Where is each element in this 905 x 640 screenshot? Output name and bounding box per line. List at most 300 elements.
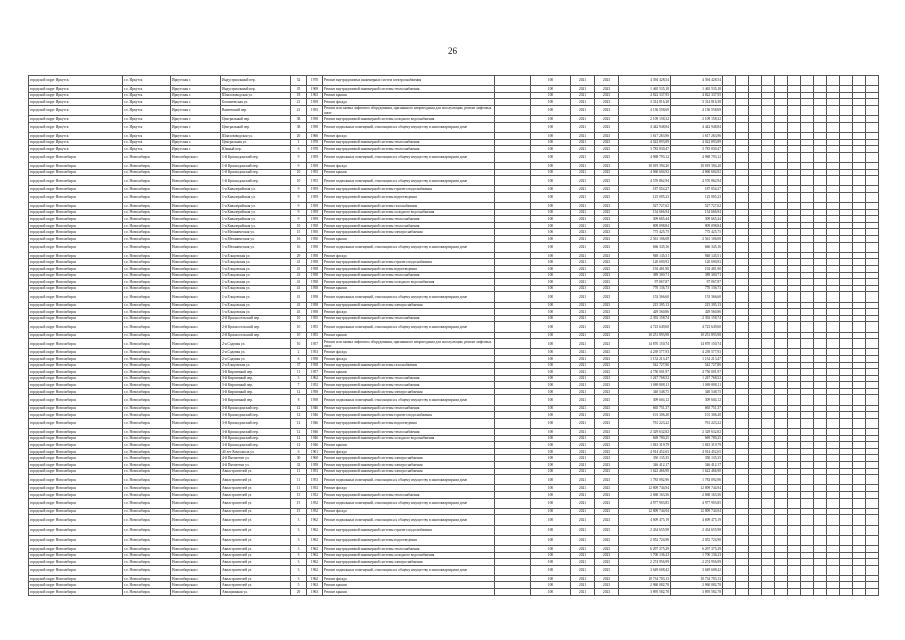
table-cell-c10: 2021 <box>571 169 595 176</box>
table-cell-c5: 29 <box>291 252 307 259</box>
table-cell-empty <box>723 375 736 382</box>
table-cell-c5: 3 <box>291 552 307 559</box>
table-cell-empty <box>853 545 866 552</box>
table-cell-c10: 2021 <box>571 222 595 229</box>
table-cell-empty <box>788 315 801 322</box>
table-cell-empty <box>814 169 827 176</box>
table-cell-c3: Новосибирская г. <box>171 582 221 589</box>
table-cell-empty <box>723 139 736 146</box>
table-cell-c2: г.о. Новосибирск <box>123 498 171 508</box>
table-cell-c1: городской округ Новосибирск <box>29 272 123 279</box>
table-cell-empty <box>723 222 736 229</box>
table-cell-c1: городской округ Новосибирск <box>29 309 123 316</box>
table-cell-empty <box>762 302 775 309</box>
table-cell-c13: 2 561 106,08 <box>671 236 723 243</box>
table-row <box>29 582 879 589</box>
table-cell-empty <box>801 186 814 193</box>
table-row <box>29 146 879 153</box>
table-cell-empty <box>853 575 866 582</box>
table-cell-c9: 100 <box>531 508 571 515</box>
table-cell-c11: 2023 <box>595 515 619 525</box>
table-cell-c2: г.о. Новосибирск <box>123 169 171 176</box>
table-cell-empty <box>801 468 814 475</box>
table-cell-c12: 4 239 577,93 <box>619 349 671 356</box>
table-cell-c3: Иркутская г. <box>171 116 221 123</box>
table-cell-empty <box>762 186 775 193</box>
table-cell-c5: 21 <box>291 99 307 106</box>
table-cell-c7: Ремонт внутридомовой инженерной системы электроснабжения <box>323 559 495 566</box>
table-cell-c8 <box>495 565 531 575</box>
table-cell-c9: 100 <box>531 76 571 86</box>
table-cell-empty <box>788 176 801 186</box>
table-cell-empty <box>866 322 879 332</box>
table-cell-c5: 12 <box>291 388 307 395</box>
table-cell-c9: 100 <box>531 468 571 475</box>
table-row <box>29 169 879 176</box>
table-cell-c13: 4 968 793,12 <box>671 152 723 162</box>
table-cell-c13: 948 145,51 <box>671 252 723 259</box>
table-cell-empty <box>801 236 814 243</box>
table-cell-empty <box>762 236 775 243</box>
table-cell-empty <box>788 455 801 462</box>
table-row <box>29 132 879 139</box>
table-cell-c13: 775 425,75 <box>671 229 723 236</box>
table-cell-c3: Новосибирская г. <box>171 515 221 525</box>
table-cell-empty <box>775 565 788 575</box>
table-cell-empty <box>827 565 840 575</box>
table-cell-empty <box>736 559 749 566</box>
table-row <box>29 176 879 186</box>
table-cell-c11: 2023 <box>595 369 619 376</box>
table-cell-empty <box>801 122 814 132</box>
table-cell-c4: Авиастроителей ул. <box>221 552 291 559</box>
table-cell-c10: 2021 <box>571 92 595 99</box>
table-cell-empty <box>866 405 879 412</box>
table-cell-c7: Ремонт внутридомовой инженерной системы теплоснабжения <box>323 315 495 322</box>
table-cell-empty <box>723 266 736 273</box>
table-cell-empty <box>853 203 866 210</box>
table-cell-empty <box>827 99 840 106</box>
table-cell-empty <box>866 388 879 395</box>
table-cell-c5: 6 <box>291 355 307 362</box>
table-cell-empty <box>788 302 801 309</box>
table-cell-c13: 1 465 535,18 <box>671 86 723 93</box>
table-cell-c2: г.о. Новосибирск <box>123 545 171 552</box>
table-cell-empty <box>840 508 853 515</box>
table-cell-c12: 770 136,73 <box>619 285 671 292</box>
table-cell-empty <box>866 279 879 286</box>
table-cell-empty <box>723 209 736 216</box>
table-cell-empty <box>749 468 762 475</box>
table-cell-c6: 1959 <box>307 192 323 202</box>
table-cell-empty <box>801 405 814 412</box>
table-cell-c10: 2021 <box>571 186 595 193</box>
table-cell-c7: Ремонт подвальных помещений, относящихся к общему имуществу в многоквартирном доме <box>323 292 495 302</box>
table-cell-empty <box>723 105 736 115</box>
table-cell-empty <box>749 132 762 139</box>
table-cell-c7: Ремонт крыши <box>323 582 495 589</box>
table-cell-empty <box>723 575 736 582</box>
table-cell-c8 <box>495 236 531 243</box>
table-cell-empty <box>788 412 801 419</box>
table-cell-empty <box>736 355 749 362</box>
table-cell-empty <box>749 455 762 462</box>
table-cell-c13: 309 604,12 <box>671 395 723 405</box>
table-row <box>29 468 879 475</box>
table-cell-c9: 100 <box>531 292 571 302</box>
table-cell-c5: 3 <box>291 545 307 552</box>
table-cell-empty <box>749 442 762 449</box>
table-row <box>29 242 879 252</box>
table-cell-empty <box>827 169 840 176</box>
table-cell-empty <box>814 448 827 455</box>
table-cell-c13: 12 809 744,94 <box>671 485 723 492</box>
table-cell-c10: 2021 <box>571 565 595 575</box>
table-cell-c11: 2023 <box>595 322 619 332</box>
table-cell-c1: городской округ Новосибирск <box>29 375 123 382</box>
table-cell-empty <box>788 105 801 115</box>
table-cell-c8 <box>495 525 531 535</box>
table-cell-empty <box>749 582 762 589</box>
table-cell-empty <box>736 369 749 376</box>
table-cell-c1: городской округ Новосибирск <box>29 242 123 252</box>
table-cell-c12: 153 366,60 <box>619 292 671 302</box>
table-cell-c13: 809 098,84 <box>671 222 723 229</box>
table-cell-empty <box>736 146 749 153</box>
table-cell-empty <box>814 491 827 498</box>
table-cell-empty <box>827 382 840 389</box>
table-cell-empty <box>840 468 853 475</box>
table-cell-c10: 2021 <box>571 309 595 316</box>
table-cell-c2: г.о. Новосибирск <box>123 332 171 339</box>
table-cell-c13: 1 622 466,90 <box>671 468 723 475</box>
table-cell-empty <box>853 192 866 202</box>
table-cell-empty <box>801 152 814 162</box>
table-cell-c12: 3 783 830,47 <box>619 146 671 153</box>
table-cell-empty <box>749 259 762 266</box>
table-cell-c11: 2023 <box>595 475 619 485</box>
table-cell-c2: г.о. Иркутск <box>123 139 171 146</box>
table-cell-c9: 100 <box>531 535 571 545</box>
table-cell-c12: 4 394 428,54 <box>619 76 671 86</box>
table-cell-c13: 770 136,73 <box>671 285 723 292</box>
table-cell-empty <box>840 565 853 575</box>
table-cell-c9: 100 <box>531 169 571 176</box>
table-cell-c13: 2 052 724,98 <box>671 535 723 545</box>
table-cell-c12: 1 843 319,79 <box>619 442 671 449</box>
table-cell-empty <box>866 462 879 469</box>
table-cell-c8 <box>495 203 531 210</box>
table-cell-c6: 1959 <box>307 152 323 162</box>
table-cell-empty <box>866 485 879 492</box>
table-cell-c1: городской округ Новосибирск <box>29 435 123 442</box>
table-cell-c10: 2021 <box>571 369 595 376</box>
table-cell-empty <box>853 92 866 99</box>
table-cell-c4: 3-й Кирпичный пер. <box>221 388 291 395</box>
table-cell-empty <box>775 76 788 86</box>
table-cell-empty <box>814 498 827 508</box>
table-row <box>29 259 879 266</box>
table-cell-c4: 2-й Красносельский пер. <box>221 332 291 339</box>
table-cell-c10: 2021 <box>571 146 595 153</box>
table-cell-c12: 12 809 744,94 <box>619 485 671 492</box>
table-cell-empty <box>866 508 879 515</box>
table-cell-c4: 1-я Ельцовская ул. <box>221 279 291 286</box>
table-cell-empty <box>840 229 853 236</box>
table-cell-empty <box>853 565 866 575</box>
table-cell-c4: 1-я Кавалерийская ул. <box>221 203 291 210</box>
table-cell-c3: Иркутская г. <box>171 105 221 115</box>
table-cell-empty <box>801 349 814 356</box>
table-cell-c5: 3 <box>291 535 307 545</box>
table-cell-empty <box>775 475 788 485</box>
table-cell-empty <box>749 429 762 436</box>
table-cell-empty <box>827 186 840 193</box>
table-cell-c2: г.о. Новосибирск <box>123 559 171 566</box>
table-cell-empty <box>736 468 749 475</box>
table-cell-c7: Ремонт внутридомовой инженерной системы газоснабжения <box>323 203 495 210</box>
table-cell-c7: Ремонт фасада <box>323 309 495 316</box>
table-cell-empty <box>723 455 736 462</box>
table-cell-empty <box>853 418 866 428</box>
table-cell-c5: 30 <box>291 455 307 462</box>
table-cell-empty <box>827 222 840 229</box>
table-cell-empty <box>736 259 749 266</box>
table-cell-c5: 11 <box>291 485 307 492</box>
table-cell-c13: 666 345,16 <box>671 242 723 252</box>
table-cell-empty <box>749 86 762 93</box>
table-cell-c6: 1958 <box>307 285 323 292</box>
table-cell-c9: 100 <box>531 162 571 169</box>
table-row <box>29 429 879 436</box>
table-cell-c4: Южный пер. <box>221 146 291 153</box>
table-cell-c6: 1953 <box>307 468 323 475</box>
table-cell-empty <box>788 132 801 139</box>
table-cell-c4: 1-й Краснодонский пер. <box>221 152 291 162</box>
table-cell-c4: Авиастроителей ул. <box>221 508 291 515</box>
table-cell-empty <box>723 132 736 139</box>
table-cell-c11: 2023 <box>595 545 619 552</box>
table-cell-empty <box>762 508 775 515</box>
table-cell-c2: г.о. Новосибирск <box>123 216 171 223</box>
table-cell-c9: 100 <box>531 302 571 309</box>
table-cell-c1: городской округ Иркутск <box>29 122 123 132</box>
table-cell-empty <box>788 375 801 382</box>
table-cell-c4: 1-я Кавалерийская ул. <box>221 209 291 216</box>
table-cell-empty <box>866 186 879 193</box>
table-cell-c12: 1 152 213,47 <box>619 355 671 362</box>
table-cell-c6: 1952 <box>307 508 323 515</box>
table-cell-empty <box>762 322 775 332</box>
table-cell-c10: 2021 <box>571 176 595 186</box>
table-cell-c3: Новосибирская г. <box>171 448 221 455</box>
table-cell-empty <box>853 322 866 332</box>
table-cell-c10: 2021 <box>571 242 595 252</box>
table-cell-empty <box>840 589 853 596</box>
table-cell-c10: 2021 <box>571 498 595 508</box>
table-cell-c8 <box>495 395 531 405</box>
table-cell-empty <box>866 242 879 252</box>
table-cell-c1: городской округ Новосибирск <box>29 322 123 332</box>
table-cell-c5: 3 <box>291 525 307 535</box>
table-cell-empty <box>749 382 762 389</box>
table-cell-c9: 100 <box>531 355 571 362</box>
table-cell-c4: 2-й Красносельский пер. <box>221 315 291 322</box>
table-cell-c7: Ремонт фасада <box>323 575 495 582</box>
table-cell-empty <box>788 272 801 279</box>
table-cell-c8 <box>495 559 531 566</box>
table-cell-c13: 4 394 428,54 <box>671 76 723 86</box>
table-cell-empty <box>827 355 840 362</box>
table-cell-c11: 2023 <box>595 242 619 252</box>
table-cell-c7: Ремонт внутридомовой инженерной системы теплоснабжения <box>323 272 495 279</box>
table-cell-empty <box>788 339 801 349</box>
table-cell-empty <box>866 332 879 339</box>
table-cell-empty <box>866 169 879 176</box>
table-cell-empty <box>814 412 827 419</box>
table-cell-empty <box>762 435 775 442</box>
table-cell-empty <box>840 525 853 535</box>
table-cell-c6: 1955 <box>307 176 323 186</box>
table-cell-c1: городской округ Новосибирск <box>29 339 123 349</box>
table-cell-c12: 4 609 475,19 <box>619 515 671 525</box>
table-cell-c2: г.о. Новосибирск <box>123 382 171 389</box>
table-cell-empty <box>749 448 762 455</box>
table-cell-empty <box>749 388 762 395</box>
table-cell-empty <box>840 369 853 376</box>
table-cell-c4: 1-я Ельцовская ул. <box>221 309 291 316</box>
table-row <box>29 508 879 515</box>
table-cell-empty <box>775 462 788 469</box>
table-cell-c3: Иркутская г. <box>171 122 221 132</box>
table-cell-empty <box>840 435 853 442</box>
table-cell-empty <box>749 92 762 99</box>
table-cell-empty <box>814 242 827 252</box>
table-cell-empty <box>788 266 801 273</box>
table-cell-empty <box>814 462 827 469</box>
table-cell-c2: г.о. Новосибирск <box>123 468 171 475</box>
table-cell-empty <box>814 152 827 162</box>
table-cell-c2: г.о. Новосибирск <box>123 589 171 596</box>
table-row <box>29 186 879 193</box>
table-cell-empty <box>723 475 736 485</box>
table-cell-empty <box>801 388 814 395</box>
table-cell-empty <box>775 146 788 153</box>
table-cell-c9: 100 <box>531 582 571 589</box>
table-row <box>29 435 879 442</box>
table-cell-empty <box>788 475 801 485</box>
table-cell-c7: Ремонт внутридомовой инженерной системы водоотведения <box>323 535 495 545</box>
table-cell-empty <box>723 176 736 186</box>
table-cell-empty <box>853 122 866 132</box>
table-cell-empty <box>788 448 801 455</box>
table-cell-c10: 2021 <box>571 162 595 169</box>
table-cell-c12: 192 481,90 <box>619 266 671 273</box>
table-cell-empty <box>788 209 801 216</box>
table-cell-c5: 10 <box>291 169 307 176</box>
table-cell-c10: 2021 <box>571 525 595 535</box>
table-cell-c12: 775 425,75 <box>619 229 671 236</box>
table-cell-empty <box>775 491 788 498</box>
table-cell-c8 <box>495 462 531 469</box>
table-cell-empty <box>723 192 736 202</box>
table-cell-empty <box>762 132 775 139</box>
table-cell-c1: городской округ Новосибирск <box>29 525 123 535</box>
table-cell-empty <box>814 92 827 99</box>
table-cell-c3: Новосибирская г. <box>171 252 221 259</box>
table-cell-c5: 12 <box>291 442 307 449</box>
table-cell-c8 <box>495 99 531 106</box>
table-cell-empty <box>762 369 775 376</box>
table-cell-empty <box>801 285 814 292</box>
table-cell-c8 <box>495 152 531 162</box>
table-cell-empty <box>866 86 879 93</box>
table-cell-c2: г.о. Новосибирск <box>123 315 171 322</box>
table-cell-empty <box>775 382 788 389</box>
table-cell-c10: 2021 <box>571 375 595 382</box>
table-cell-empty <box>723 146 736 153</box>
table-cell-c4: 1-я Ельцовская ул. <box>221 259 291 266</box>
table-cell-empty <box>853 405 866 412</box>
table-cell-empty <box>840 552 853 559</box>
table-cell-c10: 2021 <box>571 395 595 405</box>
table-cell-empty <box>853 369 866 376</box>
table-cell-empty <box>723 162 736 169</box>
table-cell-c2: г.о. Иркутск <box>123 146 171 153</box>
table-cell-empty <box>775 152 788 162</box>
table-cell-empty <box>866 475 879 485</box>
table-cell-empty <box>723 508 736 515</box>
table-cell-empty <box>866 362 879 369</box>
table-cell-empty <box>762 395 775 405</box>
table-cell-empty <box>736 285 749 292</box>
table-cell-c6: 1958 <box>307 362 323 369</box>
table-cell-c7: Ремонт внутридомовой инженерной системы теплоснабжения <box>323 139 495 146</box>
table-cell-empty <box>723 122 736 132</box>
table-cell-empty <box>788 216 801 223</box>
table-cell-empty <box>827 375 840 382</box>
table-cell-empty <box>827 92 840 99</box>
program-table-container <box>28 75 878 596</box>
table-cell-c2: г.о. Новосибирск <box>123 491 171 498</box>
table-cell-c9: 100 <box>531 405 571 412</box>
table-cell-empty <box>866 285 879 292</box>
table-cell-empty <box>749 395 762 405</box>
table-cell-c5: 41 <box>291 285 307 292</box>
table-cell-empty <box>749 222 762 229</box>
table-cell-empty <box>840 429 853 436</box>
table-cell-c7: Ремонт крыши <box>323 442 495 449</box>
table-cell-empty <box>866 192 879 202</box>
table-cell-c5: 9 <box>291 162 307 169</box>
table-cell-empty <box>749 302 762 309</box>
table-cell-empty <box>736 236 749 243</box>
table-cell-c10: 2021 <box>571 475 595 485</box>
table-cell-empty <box>775 429 788 436</box>
table-cell-c2: г.о. Новосибирск <box>123 266 171 273</box>
table-cell-c4: 1-я Ельцовская ул. <box>221 272 291 279</box>
table-cell-c9: 100 <box>531 442 571 449</box>
table-cell-empty <box>801 545 814 552</box>
table-row <box>29 222 879 229</box>
table-cell-empty <box>840 236 853 243</box>
table-cell-c1: городской округ Новосибирск <box>29 216 123 223</box>
table-cell-c6: 1958 <box>307 222 323 229</box>
table-cell-empty <box>788 86 801 93</box>
table-cell-empty <box>840 455 853 462</box>
table-cell-c2: г.о. Иркутск <box>123 132 171 139</box>
table-cell-c6: 1962 <box>307 582 323 589</box>
